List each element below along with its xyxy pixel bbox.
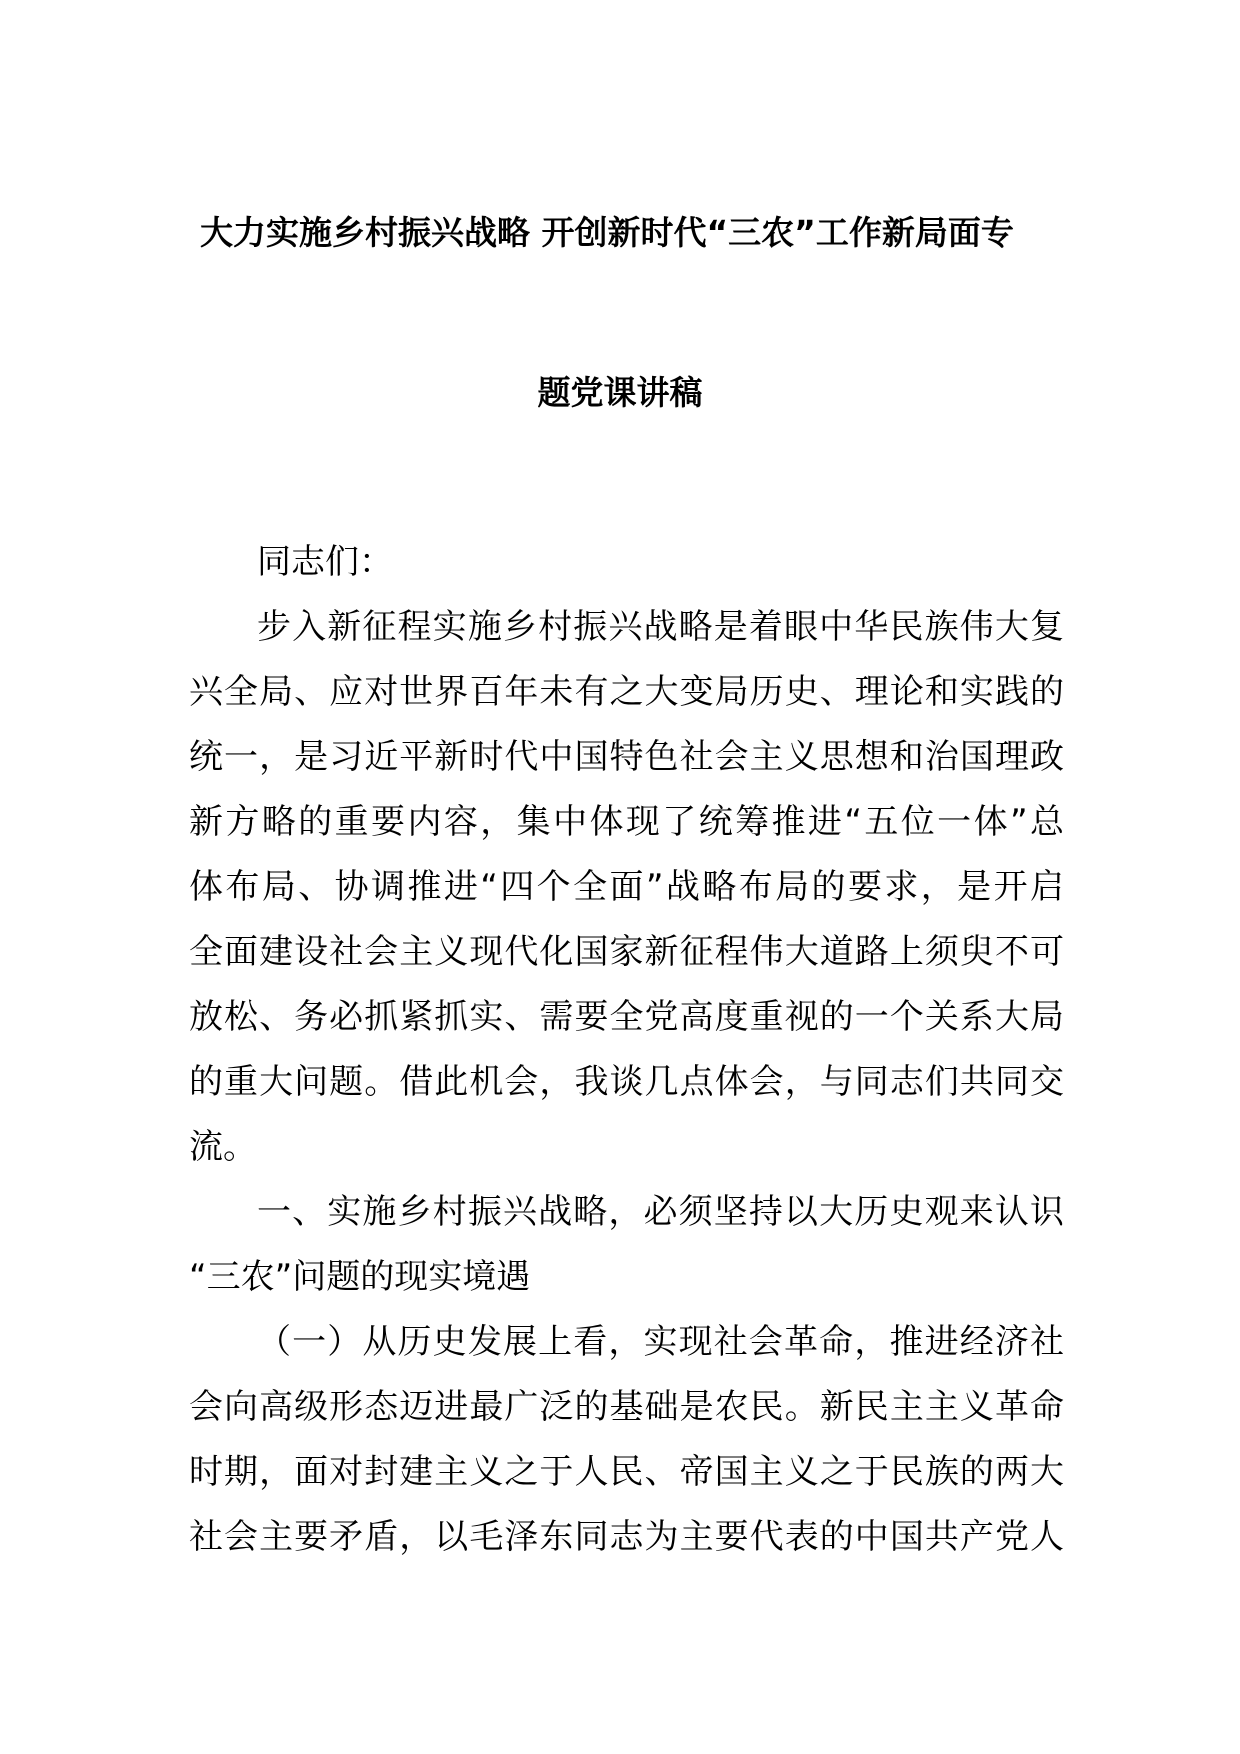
document-title-line-1: 大力实施乡村振兴战略 开创新时代“三农”工作新局面专 xyxy=(200,213,1014,252)
body-text-line: 一、实施乡村振兴战略，必须坚持以大历史观来认识 xyxy=(257,1192,1064,1232)
body-text-line: 步入新征程实施乡村振兴战略是着眼中华民族伟大复 xyxy=(257,607,1064,647)
body-text-line: “三农”问题的现实境遇 xyxy=(189,1257,531,1297)
body-text-line: 兴全局、应对世界百年未有之大变局历史、理论和实践的 xyxy=(189,672,1064,712)
body-text-line: 会向高级形态迈进最广泛的基础是农民。新民主主义革命 xyxy=(189,1387,1064,1427)
body-text-line: （一）从历史发展上看，实现社会革命，推进经济社 xyxy=(257,1322,1064,1362)
body-text-line: 放松、务必抓紧抓实、需要全党高度重视的一个关系大局 xyxy=(189,997,1064,1037)
document-title-line-2: 题党课讲稿 xyxy=(537,373,703,412)
document-body xyxy=(189,530,1064,1570)
body-text-line: 统一，是习近平新时代中国特色社会主义思想和治国理政 xyxy=(189,737,1064,777)
body-text-line: 全面建设社会主义现代化国家新征程伟大道路上须臾不可 xyxy=(189,932,1064,972)
body-text-line: 时期，面对封建主义之于人民、帝国主义之于民族的两大 xyxy=(189,1452,1064,1492)
body-text-line: 新方略的重要内容，集中体现了统筹推进“五位一体”总 xyxy=(189,802,1064,842)
body-text-line: 流。 xyxy=(189,1127,257,1167)
body-text-line: 体布局、协调推进“四个全面”战略布局的要求，是开启 xyxy=(189,867,1064,907)
body-text-line: 的重大问题。借此机会，我谈几点体会，与同志们共同交 xyxy=(189,1062,1064,1102)
body-text-line: 同志们： xyxy=(257,542,393,582)
body-text-line: 社会主要矛盾，以毛泽东同志为主要代表的中国共产党人 xyxy=(189,1517,1064,1557)
